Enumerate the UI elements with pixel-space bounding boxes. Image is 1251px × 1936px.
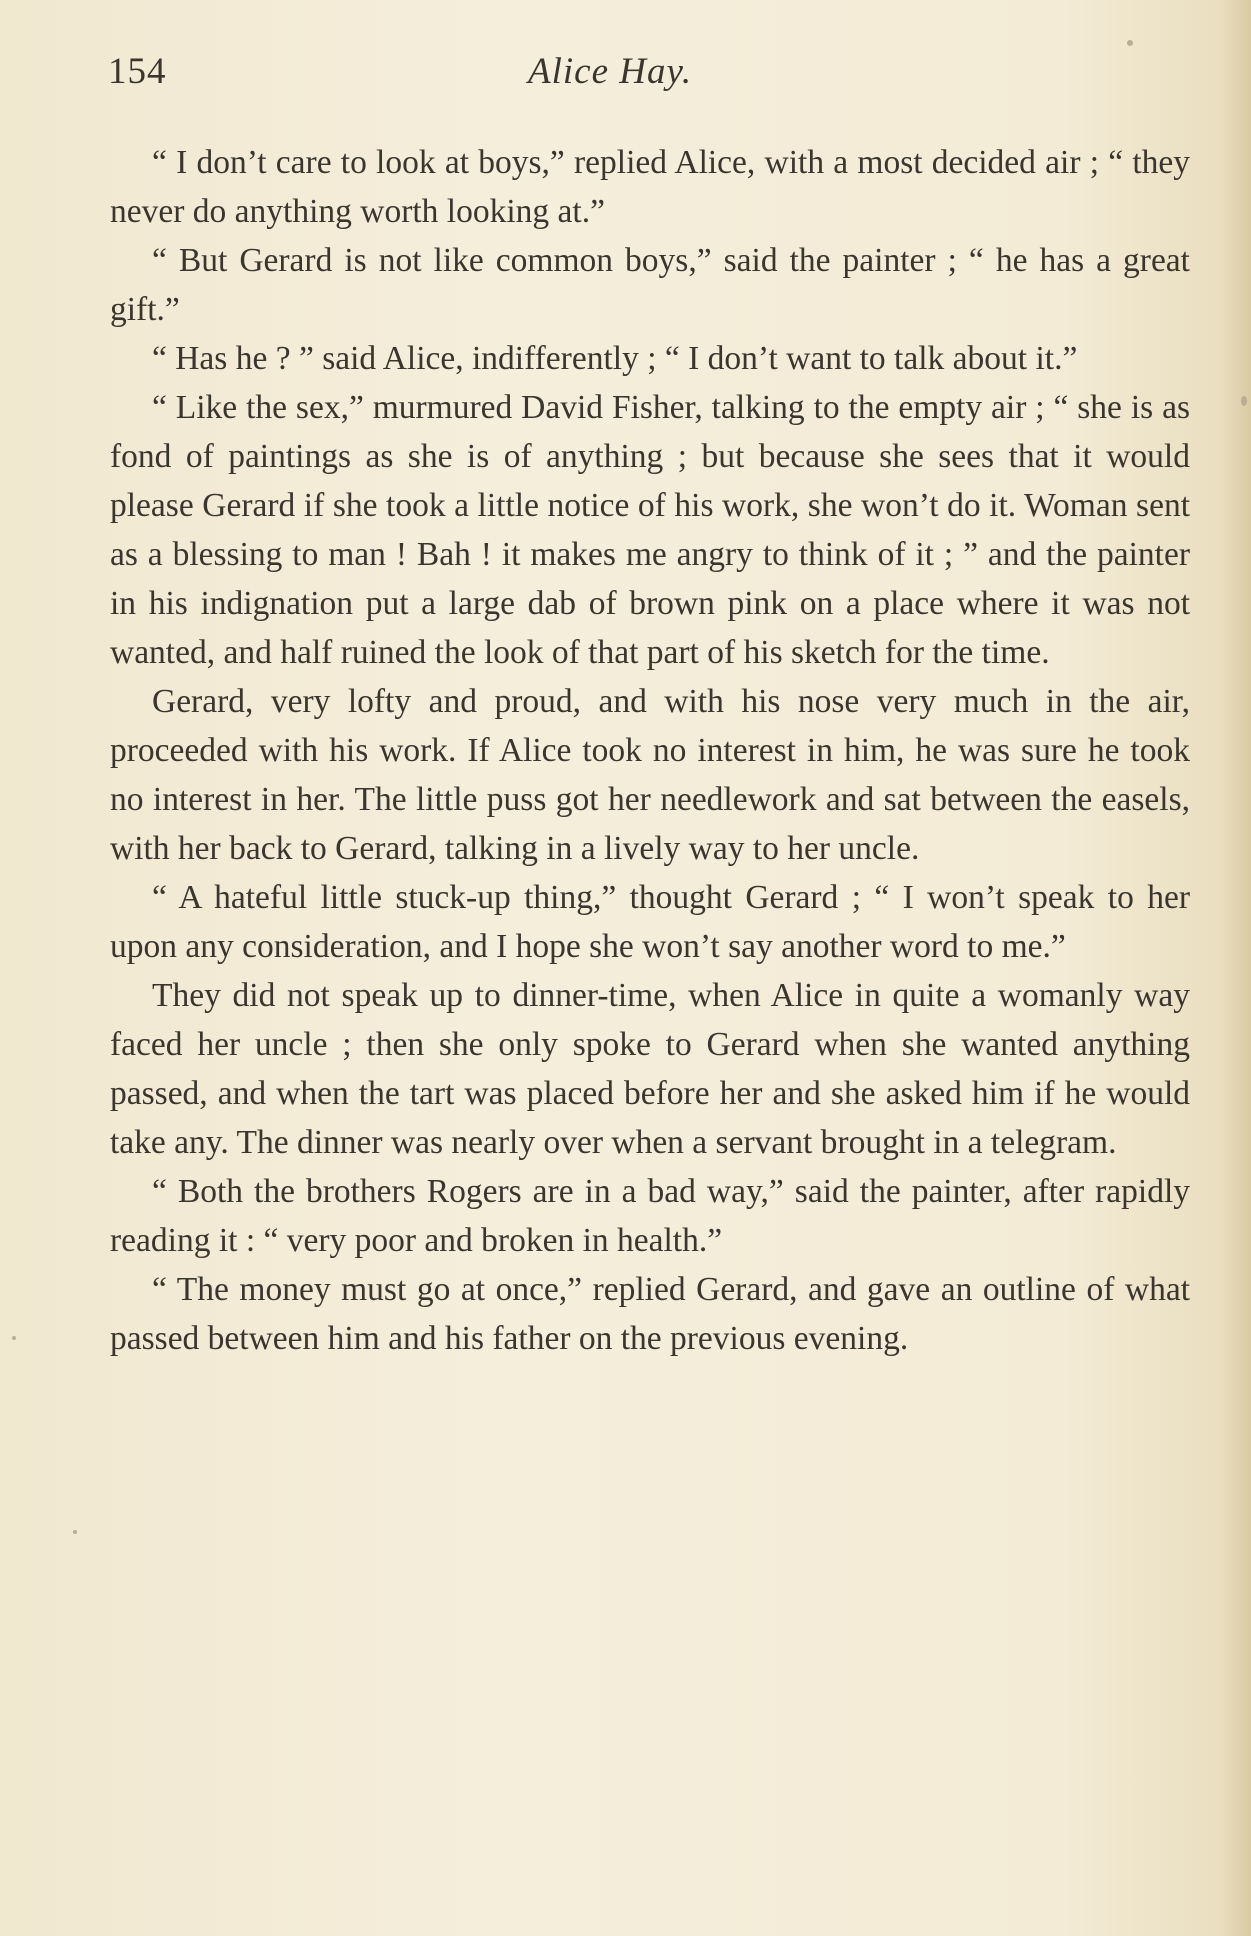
page-edge-shadow [1221,0,1251,1936]
paper-fleck [12,1336,16,1340]
paragraph: They did not speak up to dinner-time, when Alice in quite a womanly way faced her uncle ; then she only spoke to Gerard when she wanted anything passed, and when the tart was placed before her and she asked him if he would take any. The dinner was nearly over when a servant brought in a telegram. [110,977,1190,1161]
paragraph: Gerard, very lofty and proud, and with his nose very much in the air, proceeded with his work. If Alice took no interest in him, he was sure he took no interest in her. The little puss got her needlework and sat between the easels, with her back to Gerard, talking in a lively way to her uncle. [110,683,1190,867]
paragraph: “ Has he ? ” said Alice, indifferently ; “ I don’t want to talk about it.” [152,340,1078,377]
paragraph: “ I don’t care to look at boys,” replied Alice, with a most decided air ; “ they never do anything worth looking at.” [110,144,1190,230]
paragraph: “ Both the brothers Rogers are in a bad way,” said the painter, after rapidly reading it : “ very poor and broken in health.” [110,1173,1190,1259]
paper-fleck [1241,396,1247,406]
paper-fleck [73,1530,77,1534]
page-header [108,50,1108,100]
body-text [110,138,1190,1363]
paper-fleck [1127,40,1133,46]
paragraph: “ The money must go at once,” replied Gerard, and gave an outline of what passed between him and his father on the previous evening. [110,1271,1190,1357]
page-number: 154 [108,51,167,92]
running-title: Alice Hay. [528,51,693,92]
paragraph: “ Like the sex,” murmured David Fisher, talking to the empty air ; “ she is as fond of paintings as she is of anything ; but because she sees that it would please Gerard if she took a little notice of his work, she won’t do it. Woman sent as a blessing to man ! Bah ! it makes me angry to think of it ; ” and the painter in his indignation put a large dab of brown pink on a place where it was not wanted, and half ruined the look of that part of his sketch for the time. [110,389,1190,671]
paragraph: “ But Gerard is not like common boys,” said the painter ; “ he has a great gift.” [110,242,1190,328]
paragraph: “ A hateful little stuck-up thing,” thought Gerard ; “ I won’t speak to her upon any consideration, and I hope she won’t say another word to me.” [110,879,1190,965]
